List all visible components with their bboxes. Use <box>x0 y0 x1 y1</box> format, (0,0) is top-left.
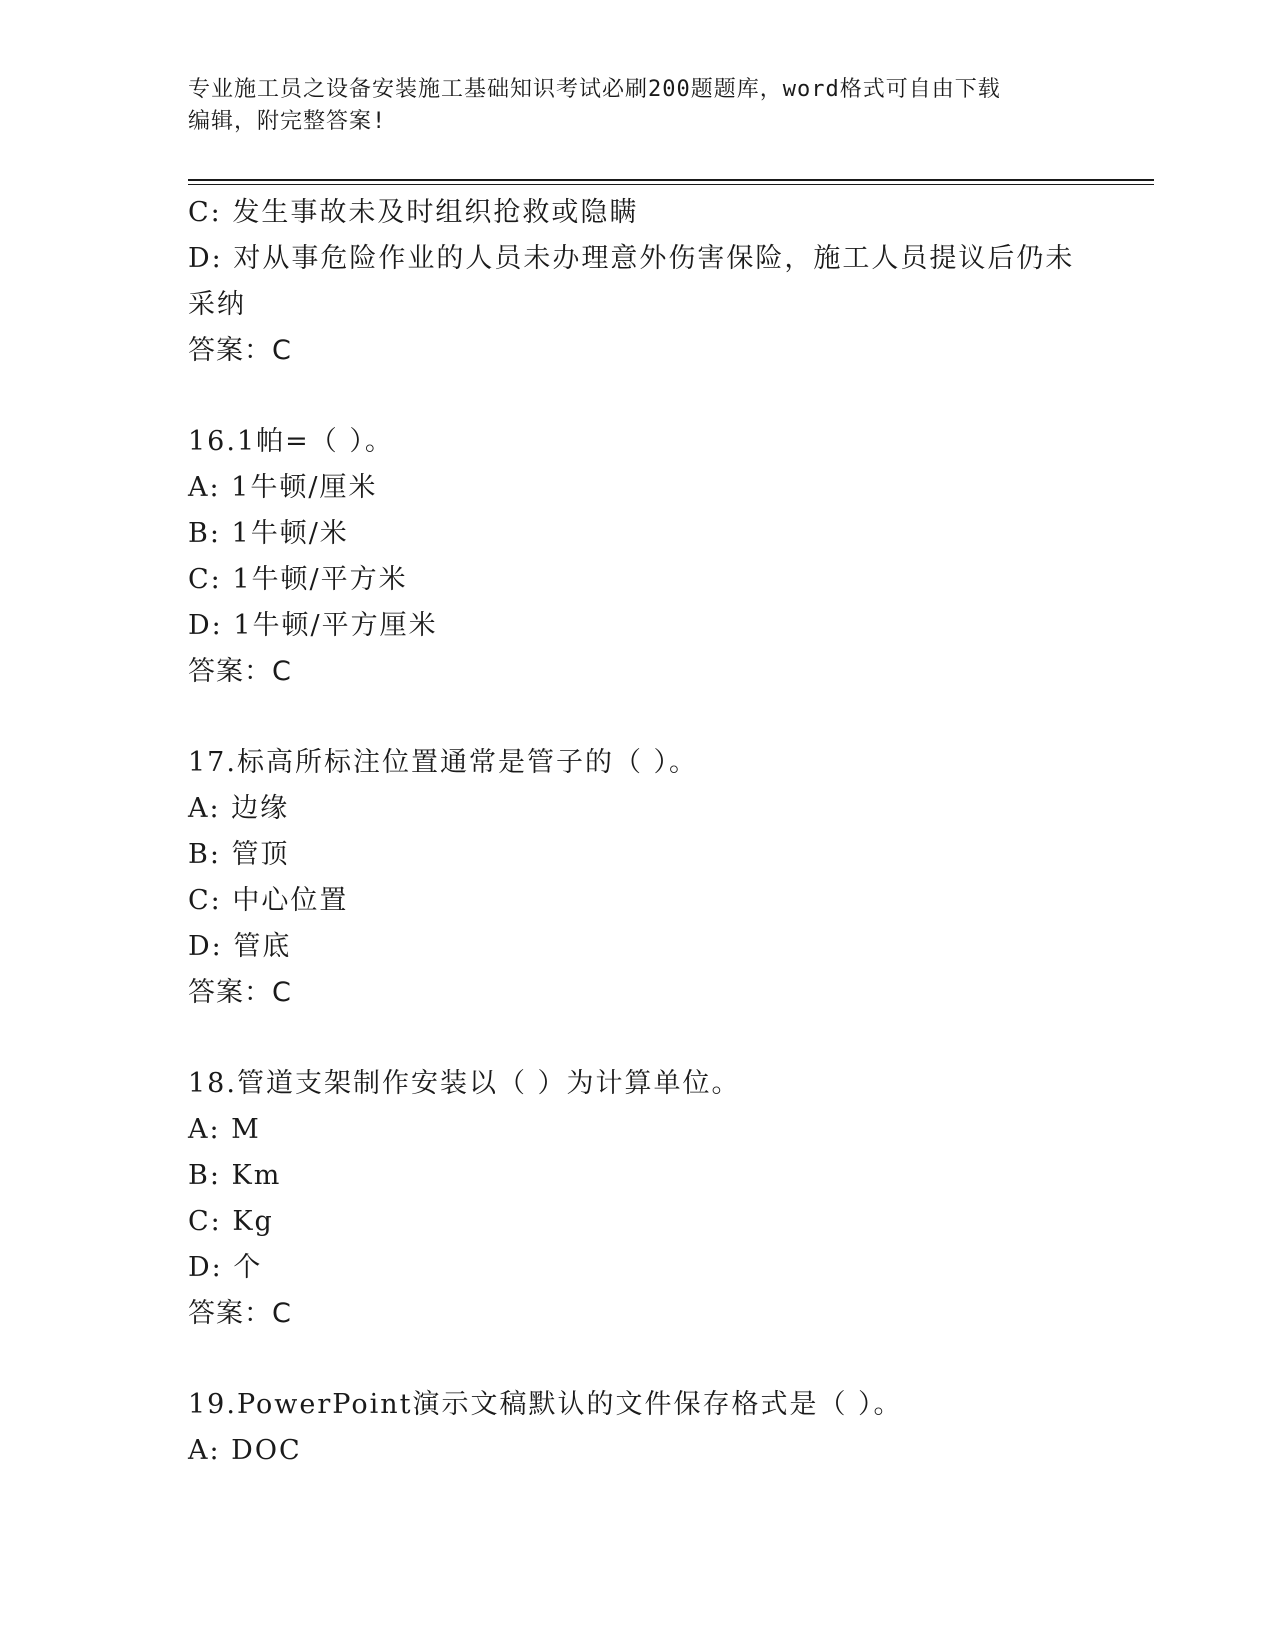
answer: 答案：C <box>188 656 292 687</box>
header-divider-thick <box>188 179 1154 181</box>
option-c: C: 1牛顿/平方米 <box>188 564 408 595</box>
question-stem: 18.管道支架制作安装以（ ）为计算单位。 <box>188 1068 741 1099</box>
question-stem: 16.1帕=（ ）。 <box>188 426 394 457</box>
document-header <box>188 74 1088 138</box>
question-17 <box>188 740 1088 1016</box>
header-line-1: 专业施工员之设备安装施工基础知识考试必刷200题题库，word格式可自由下载 <box>188 77 1001 102</box>
question-stem: 19.PowerPoint演示文稿默认的文件保存格式是（ ）。 <box>188 1389 903 1420</box>
option-d: D: 个 <box>188 1252 263 1283</box>
answer: 答案：C <box>188 335 292 366</box>
question-16 <box>188 419 1088 695</box>
option-a: A: DOC <box>188 1435 302 1466</box>
option-b: B: 管顶 <box>188 839 290 870</box>
answer: 答案：C <box>188 977 292 1008</box>
option-c: C: Kg <box>188 1206 274 1237</box>
document-body <box>188 190 1088 1474</box>
header-line-2: 编辑，附完整答案! <box>188 109 387 134</box>
question-stem: 17.标高所标注位置通常是管子的（ ）。 <box>188 747 699 778</box>
option-c: C: 发生事故未及时组织抢救或隐瞒 <box>188 197 639 228</box>
question-18 <box>188 1061 1088 1337</box>
option-d-continued: 采纳 <box>188 289 246 320</box>
option-d: D: 管底 <box>188 931 292 962</box>
option-d: D: 1牛顿/平方厘米 <box>188 610 438 641</box>
question-15-tail <box>188 190 1088 374</box>
option-a: A: 边缘 <box>188 793 290 824</box>
option-c: C: 中心位置 <box>188 885 349 916</box>
option-d: D: 对从事危险作业的人员未办理意外伤害保险，施工人员提议后仍未 <box>188 243 1075 274</box>
header-divider-thin <box>188 184 1154 185</box>
option-a: A: 1牛顿/厘米 <box>188 472 378 503</box>
question-19 <box>188 1382 1088 1474</box>
option-a: A: M <box>188 1114 261 1145</box>
option-b: B: 1牛顿/米 <box>188 518 349 549</box>
option-b: B: Km <box>188 1160 282 1191</box>
answer: 答案：C <box>188 1298 292 1329</box>
